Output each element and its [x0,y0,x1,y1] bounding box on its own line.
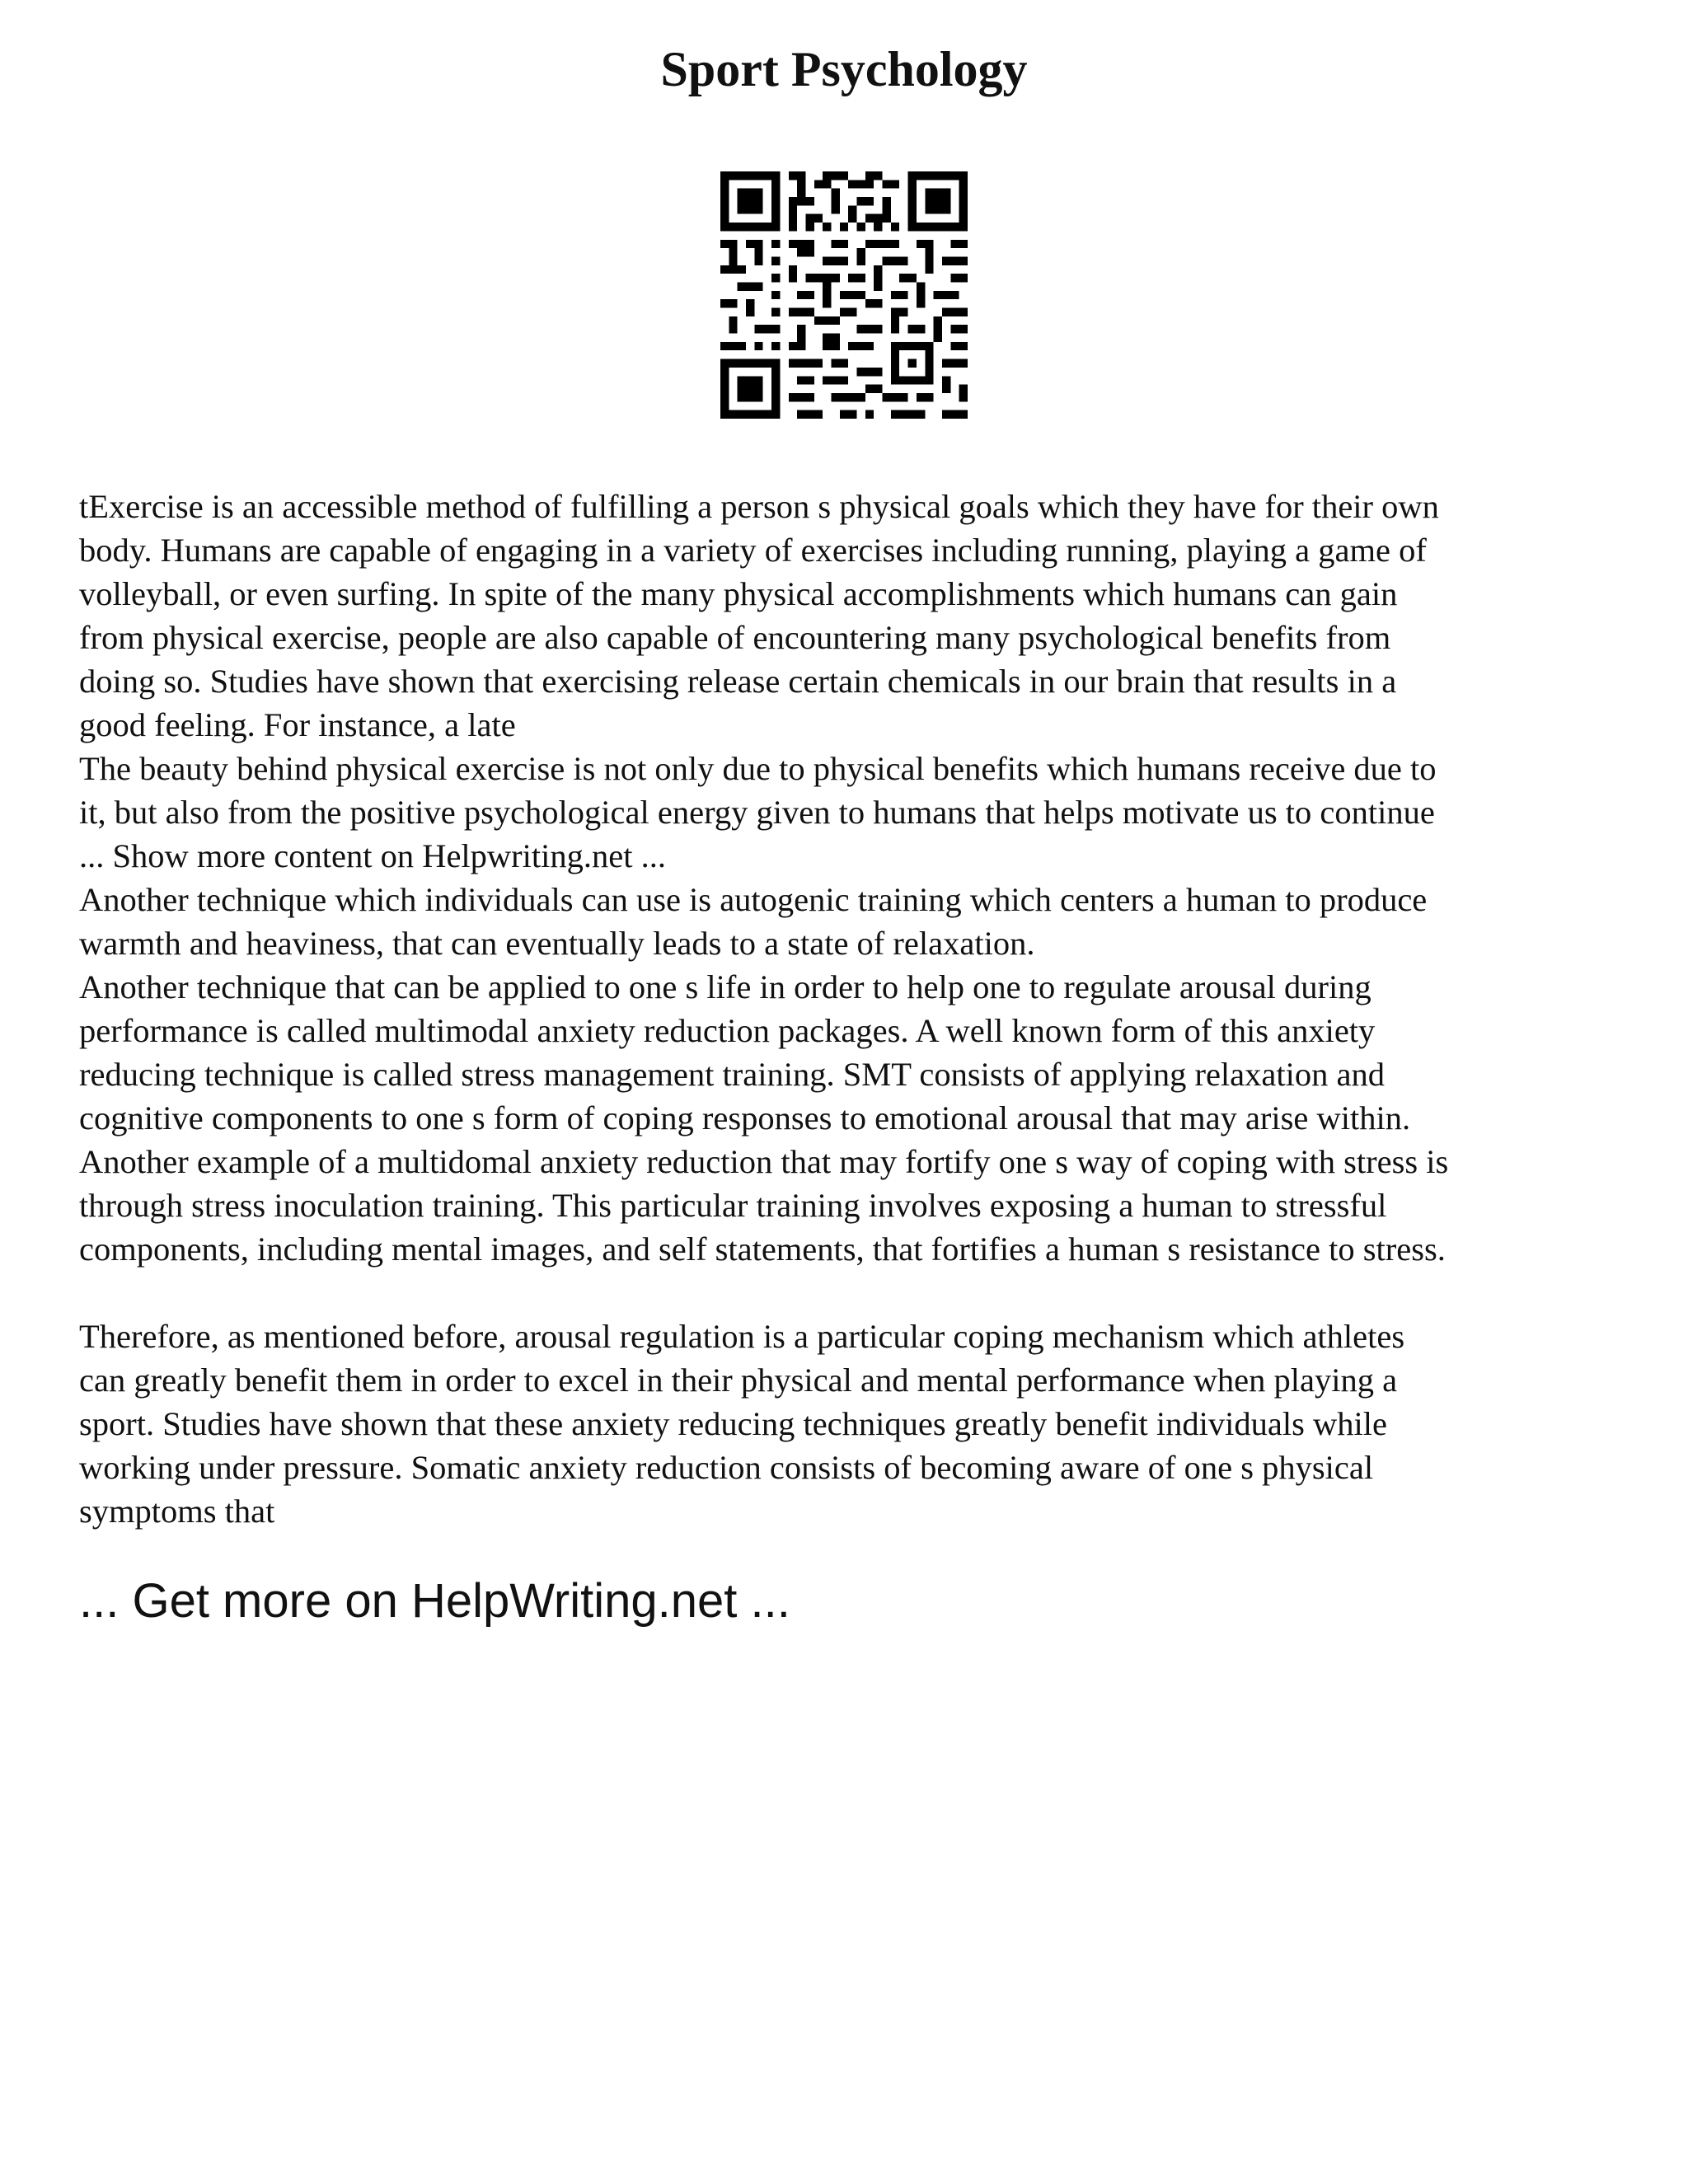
text-line: Another technique that can be applied to one s life in order to help one to regulate arousal during [79,968,1372,1005]
paragraph-3 [79,1315,1629,1533]
paragraph-gap [79,1271,1629,1315]
text-line: cognitive components to one s form of coping responses to emotional arousal that may arise within. [79,1099,1411,1137]
text-line: through stress inoculation training. This particular training involves exposing a human to stressful [79,1187,1387,1224]
text-line: body. Humans are capable of engaging in a variety of exercises including running, playing a game of [79,532,1427,569]
text-line: performance is called multimodal anxiety reduction packages. A well known form of this anxiety [79,1012,1376,1049]
text-line: components, including mental images, and self statements, that fortifies a human s resistance to stress. [79,1230,1446,1268]
text-line: Another technique which individuals can use is autogenic training which centers a human to produce [79,881,1428,918]
text-line: warmth and heaviness, that can eventually leads to a state of relaxation. [79,925,1035,962]
text-line: it, but also from the positive psychological energy given to humans that helps motivate us to continue [79,794,1435,831]
text-line: can greatly benefit them in order to excel in their physical and mental performance when playing a [79,1361,1398,1399]
text-line: reducing technique is called stress management training. SMT consists of applying relaxation and [79,1056,1385,1093]
get-more-link[interactable]: ... Get more on HelpWriting.net ... [79,1574,790,1628]
text-line: volleyball, or even surfing. In spite of the many physical accomplishments which humans can gain [79,575,1398,612]
text-line: symptoms that [79,1493,275,1530]
text-line: sport. Studies have shown that these anxiety reducing techniques greatly benefit individuals while [79,1405,1387,1442]
text-line: doing so. Studies have shown that exercising release certain chemicals in our brain that results in a [79,663,1397,700]
page-title: Sport Psychology [660,42,1028,96]
text-line: tExercise is an accessible method of fulfilling a person s physical goals which they have for their own [79,488,1439,525]
text-line: from physical exercise, people are also capable of encountering many psychological benefits from [79,619,1391,656]
text-line: working under pressure. Somatic anxiety reduction consists of becoming aware of one s physical [79,1449,1374,1486]
article-body [79,485,1629,1533]
text-line: Another example of a multidomal anxiety reduction that may fortify one s way of coping with stress is [79,1143,1449,1180]
text-line: The beauty behind physical exercise is not only due to physical benefits which humans receive due to [79,750,1437,787]
paragraph-1 [79,485,1629,834]
paragraph-2 [79,878,1629,1271]
qr-code-icon[interactable] [720,171,968,419]
text-line: good feeling. For instance, a late [79,706,516,743]
show-more-link[interactable]: ... Show more content on Helpwriting.net ... [79,837,667,874]
text-line: Therefore, as mentioned before, arousal regulation is a particular coping mechanism which athletes [79,1318,1405,1355]
